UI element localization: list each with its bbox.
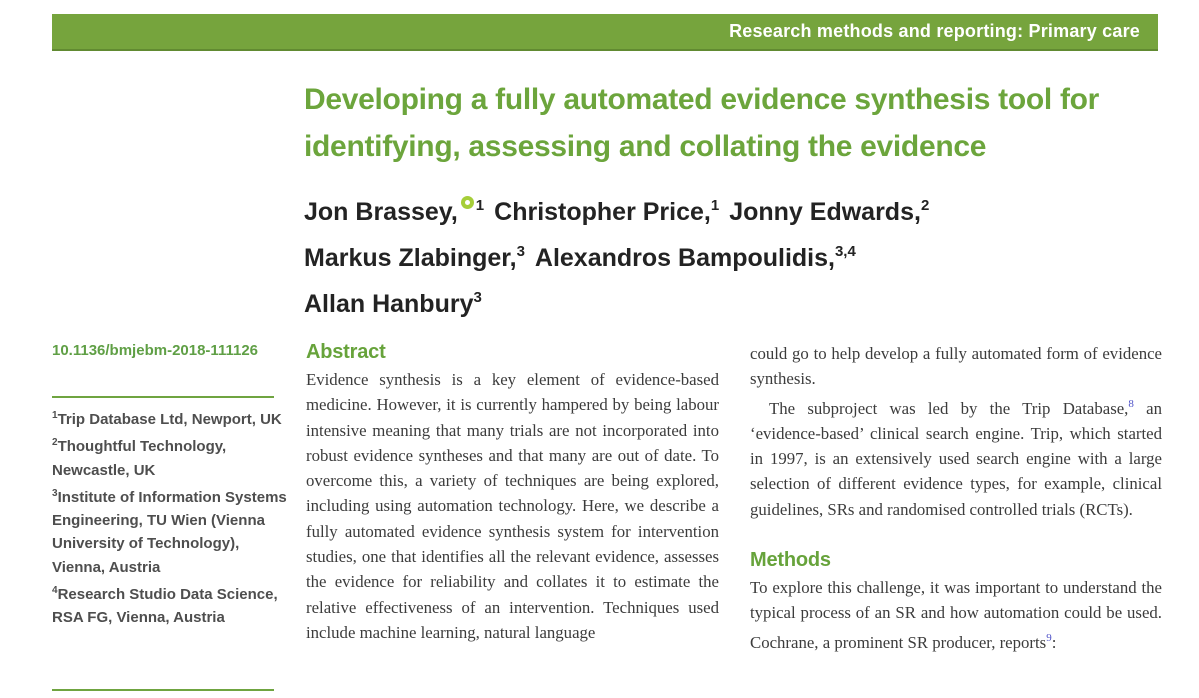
page-title: Developing a fully automated evidence synthesis tool for identifying, assessing and collating the evidence <box>304 83 1100 163</box>
affiliation-text: Institute of Information Systems Engineering, TU Wien (Vienna University of Technology), Vienna, Austria <box>52 488 287 576</box>
paragraph-text: an ‘evidence-based’ clinical search engine. Trip, which started in 1997, is an extensively used search engine with a large selection of different evidence types, for example, clinical guidelines, SRs and randomised controlled trials (RCTs). <box>750 398 1162 519</box>
body-column <box>750 341 1162 655</box>
section-banner-label: Research methods and reporting: Primary care <box>729 21 1140 41</box>
abstract-heading: Abstract <box>306 341 386 363</box>
author-affil-ref: 1 <box>710 197 720 214</box>
affiliation-item <box>52 404 290 431</box>
citation-ref-9[interactable]: 9 <box>1046 631 1052 644</box>
author-affil-ref: 2 <box>920 197 930 214</box>
author-name: Jon Brassey, <box>304 198 458 226</box>
author-name: Allan Hanbury <box>304 290 474 318</box>
authors-line <box>304 186 1154 232</box>
author-affil-ref: 3 <box>473 289 482 306</box>
paragraph <box>750 575 1162 655</box>
abstract-column <box>306 341 719 645</box>
paragraph-text: : <box>1051 632 1057 652</box>
paragraph: could go to help develop a fully automated form of evidence synthesis. <box>750 344 1162 389</box>
affiliation-item <box>52 579 290 630</box>
affiliation-number: 2 <box>52 437 58 449</box>
affiliation-text: Trip Database Ltd, Newport, UK <box>57 411 282 428</box>
author-name: Markus Zlabinger, <box>304 244 517 272</box>
authors-line <box>304 278 1154 324</box>
section-banner <box>52 14 1158 51</box>
author-affil-ref: 3,4 <box>834 243 856 260</box>
sidebar-divider <box>52 396 274 398</box>
paragraph-text: The subproject was led by the Trip Database, <box>769 398 1129 418</box>
orcid-icon[interactable] <box>461 196 474 209</box>
affiliation-number: 4 <box>52 585 58 597</box>
affiliation-number: 1 <box>52 410 58 421</box>
affiliation-item <box>52 431 290 482</box>
sidebar-divider <box>52 689 274 691</box>
citation-ref-8[interactable]: 8 <box>1128 397 1134 410</box>
affiliations-block <box>52 404 290 630</box>
affiliation-text: Research Studio Data Science, RSA FG, Vienna, Austria <box>52 586 278 627</box>
abstract-text: Evidence synthesis is a key element of evidence-based medicine. However, it is currently hampered by being labour intensive meaning that many trials are not incorporated into robust evidence syntheses and that many are out of date. To overcome this, a variety of techniques are being explored, including using automation technology. Here, we describe a fully automated evidence synthesis system for intervention studies, one that identifies all the relevant evidence, assesses the evidence for reliability and collates it to estimate the relative effectiveness of an intervention. Techniques used include machine learning, natural language <box>306 370 719 642</box>
affiliation-item <box>52 482 290 579</box>
affiliation-number: 3 <box>52 487 58 499</box>
doi-text: 10.1136/bmjebm-2018-111126 <box>52 342 259 359</box>
author-affil-ref: 1 <box>475 197 485 214</box>
authors-block <box>304 186 1154 324</box>
authors-line <box>304 232 1154 278</box>
methods-heading: Methods <box>750 549 831 572</box>
author-name: Jonny Edwards, <box>729 198 921 226</box>
author-affil-ref: 3 <box>516 243 525 260</box>
paragraph-text: To explore this challenge, it was important to understand the typical process of an SR and how automation could be used. Cochrane, a prominent SR producer, reports <box>750 578 1162 652</box>
paragraph <box>750 392 1162 522</box>
author-name: Alexandros Bampoulidis, <box>534 244 835 272</box>
author-name: Christopher Price, <box>494 198 711 226</box>
affiliation-text: Thoughtful Technology, Newcastle, UK <box>52 438 227 479</box>
